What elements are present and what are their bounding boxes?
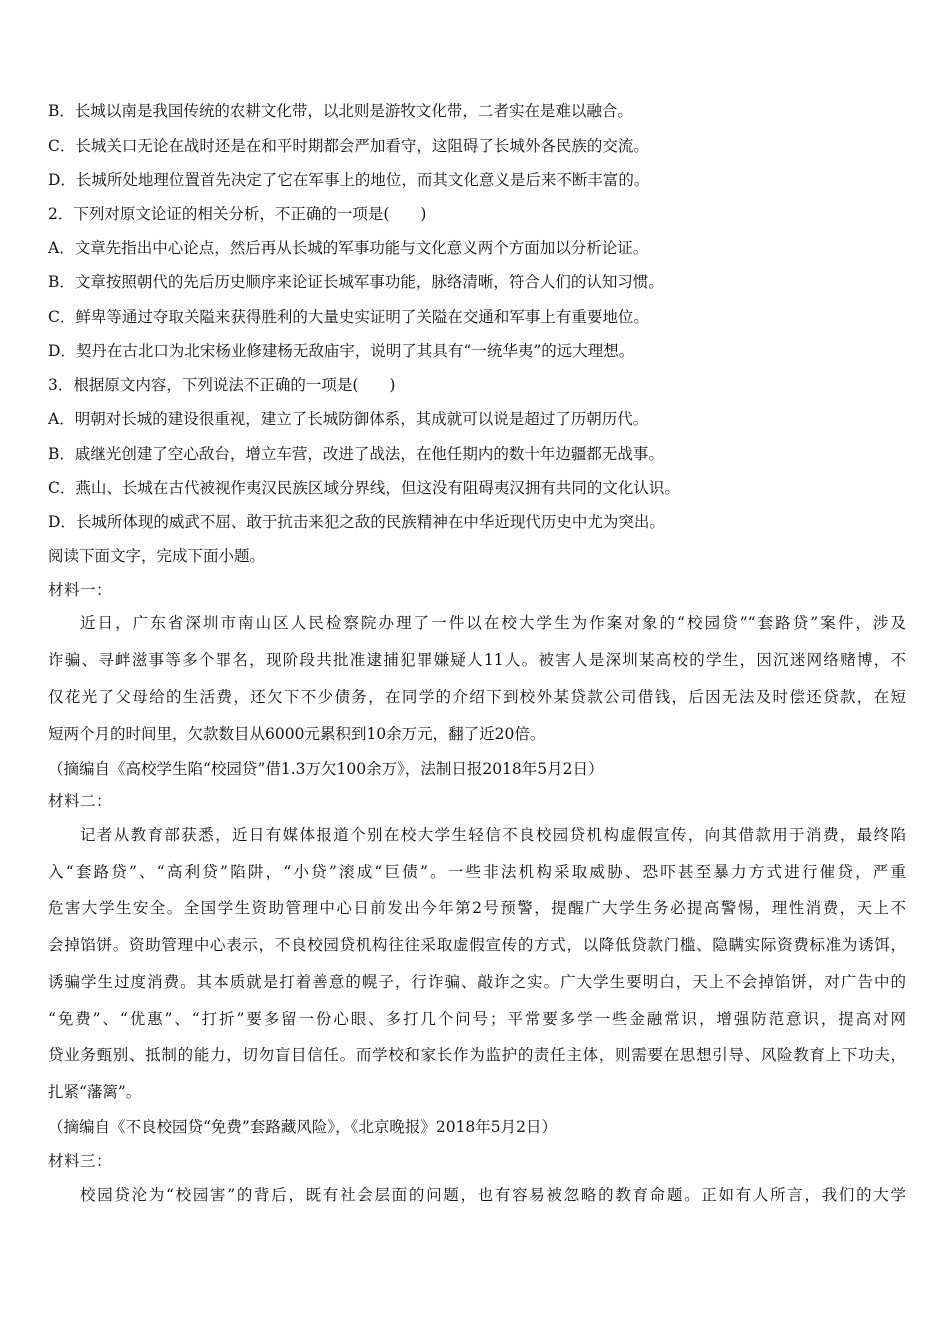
material3-line: 校园贷沦为“校园害”的背后，既有社会层面的问题，也有容易被忽略的教育命题。正如有人所言，我们的大学 — [80, 1186, 906, 1204]
material2-line: 诱骗学生过度消费。其本质就是打着善意的幌子，行诈骗、敲诈之实。广大学生要明白，天上不会掉馅饼，对广告中的 — [48, 973, 906, 991]
material1-line: 短两个月的时间里，欠款数目从6000元累积到10余万元，翻了近20倍。 — [48, 725, 546, 743]
q2-stem: 2．下列对原文论证的相关分析，不正确的一项是( ) — [48, 205, 427, 223]
q2-option-d: D．契丹在古北口为北宋杨业修建杨无敌庙宇，说明了其具有“一统华夷”的远大理想。 — [48, 342, 635, 360]
material2-line: 危害大学生安全。全国学生资助管理中心日前发出今年第2号预警，提醒广大学生务必提高警惕，理性消费，天上不 — [48, 899, 906, 917]
material2-source: （摘编自《不良校园贷“免费”套路藏风险》，《北京晚报》2018年5月2日） — [48, 1118, 558, 1136]
q3-option-d: D．长城所体现的威武不屈、敢于抗击来犯之敌的民族精神在中华近现代历史中尤为突出。 — [48, 513, 665, 531]
material2-line: 扎紧“藩篱”。 — [48, 1083, 142, 1101]
material1-line: 诈骗、寻衅滋事等多个罪名，现阶段共批准逮捕犯罪嫌疑人11人。被害人是深圳某高校的学生，因沉迷网络赌博，不 — [48, 651, 906, 669]
material2-line: 会掉馅饼。资助管理中心表示，不良校园贷机构往往采取虚假宣传的方式，以降低贷款门槛、隐瞒实际资费标准为诱饵， — [48, 936, 906, 954]
material1-label: 材料一： — [48, 581, 113, 599]
material2-line: “免费”、“优惠”、“打折”要多留一份心眼、多打几个问号；平常要多学一些金融常识，增强防范意识，提高对网 — [48, 1010, 906, 1028]
material1-line: 仅花光了父母给的生活费，还欠下不少债务，在同学的介绍下到校外某贷款公司借钱，后因无法及时偿还贷款，在短 — [48, 688, 906, 706]
material2-label: 材料二： — [48, 792, 113, 810]
q3-option-b: B．戚继光创建了空心敌台，增立车营，改进了战法，在他任期内的数十年边疆都无战事。 — [48, 445, 664, 463]
q2-option-a: A．文章先指出中心论点，然后再从长城的军事功能与文化意义两个方面加以分析论证。 — [48, 239, 649, 257]
q1-option-c: C．长城关口无论在战时还是在和平时期都会严加看守，这阻碍了长城外各民族的交流。 — [48, 137, 649, 155]
q3-stem: 3．根据原文内容，下列说法不正确的一项是( ) — [48, 376, 396, 394]
material2-line: 入“套路贷”、“高利贷”陷阱，“小贷”滚成“巨债”。一些非法机构采取威胁、恐吓甚至暴力方式进行催贷，严重 — [48, 863, 906, 881]
q2-option-c: C．鲜卑等通过夺取关隘来获得胜利的大量史实证明了关隘在交通和军事上有重要地位。 — [48, 308, 649, 326]
q3-option-c: C．燕山、长城在古代被视作夷汉民族区域分界线，但这没有阻碍夷汉拥有共同的文化认识。 — [48, 479, 680, 497]
q3-option-a: A．明朝对长城的建设很重视，建立了长城防御体系，其成就可以说是超过了历朝历代。 — [48, 410, 649, 428]
material1-source: （摘编自《高校学生陷“校园贷”借1.3万欠100余万》，法制日报2018年5月2日） — [48, 760, 604, 778]
material2-line: 贷业务甄别、抵制的能力，切勿盲目信任。而学校和家长作为监护的责任主体，则需要在思想引导、风险教育上下功夫， — [48, 1046, 906, 1064]
q1-option-b: B．长城以南是我国传统的农耕文化带，以北则是游牧文化带，二者实在是难以融合。 — [48, 102, 633, 120]
q2-option-b: B．文章按照朝代的先后历史顺序来论证长城军事功能，脉络清晰，符合人们的认知习惯。 — [48, 273, 664, 291]
material3-label: 材料三： — [48, 1152, 113, 1170]
material2-line: 记者从教育部获悉，近日有媒体报道个别在校大学生轻信不良校园贷机构虚假宣传，向其借款用于消费，最终陷 — [80, 826, 906, 844]
material1-line: 近日，广东省深圳市南山区人民检察院办理了一件以在校大学生为作案对象的“校园贷”“套路贷”案件，涉及 — [80, 614, 906, 632]
q1-option-d: D．长城所处地理位置首先决定了它在军事上的地位，而其文化意义是后来不断丰富的。 — [48, 171, 650, 189]
reading-instruction: 阅读下面文字，完成下面小题。 — [48, 547, 266, 565]
